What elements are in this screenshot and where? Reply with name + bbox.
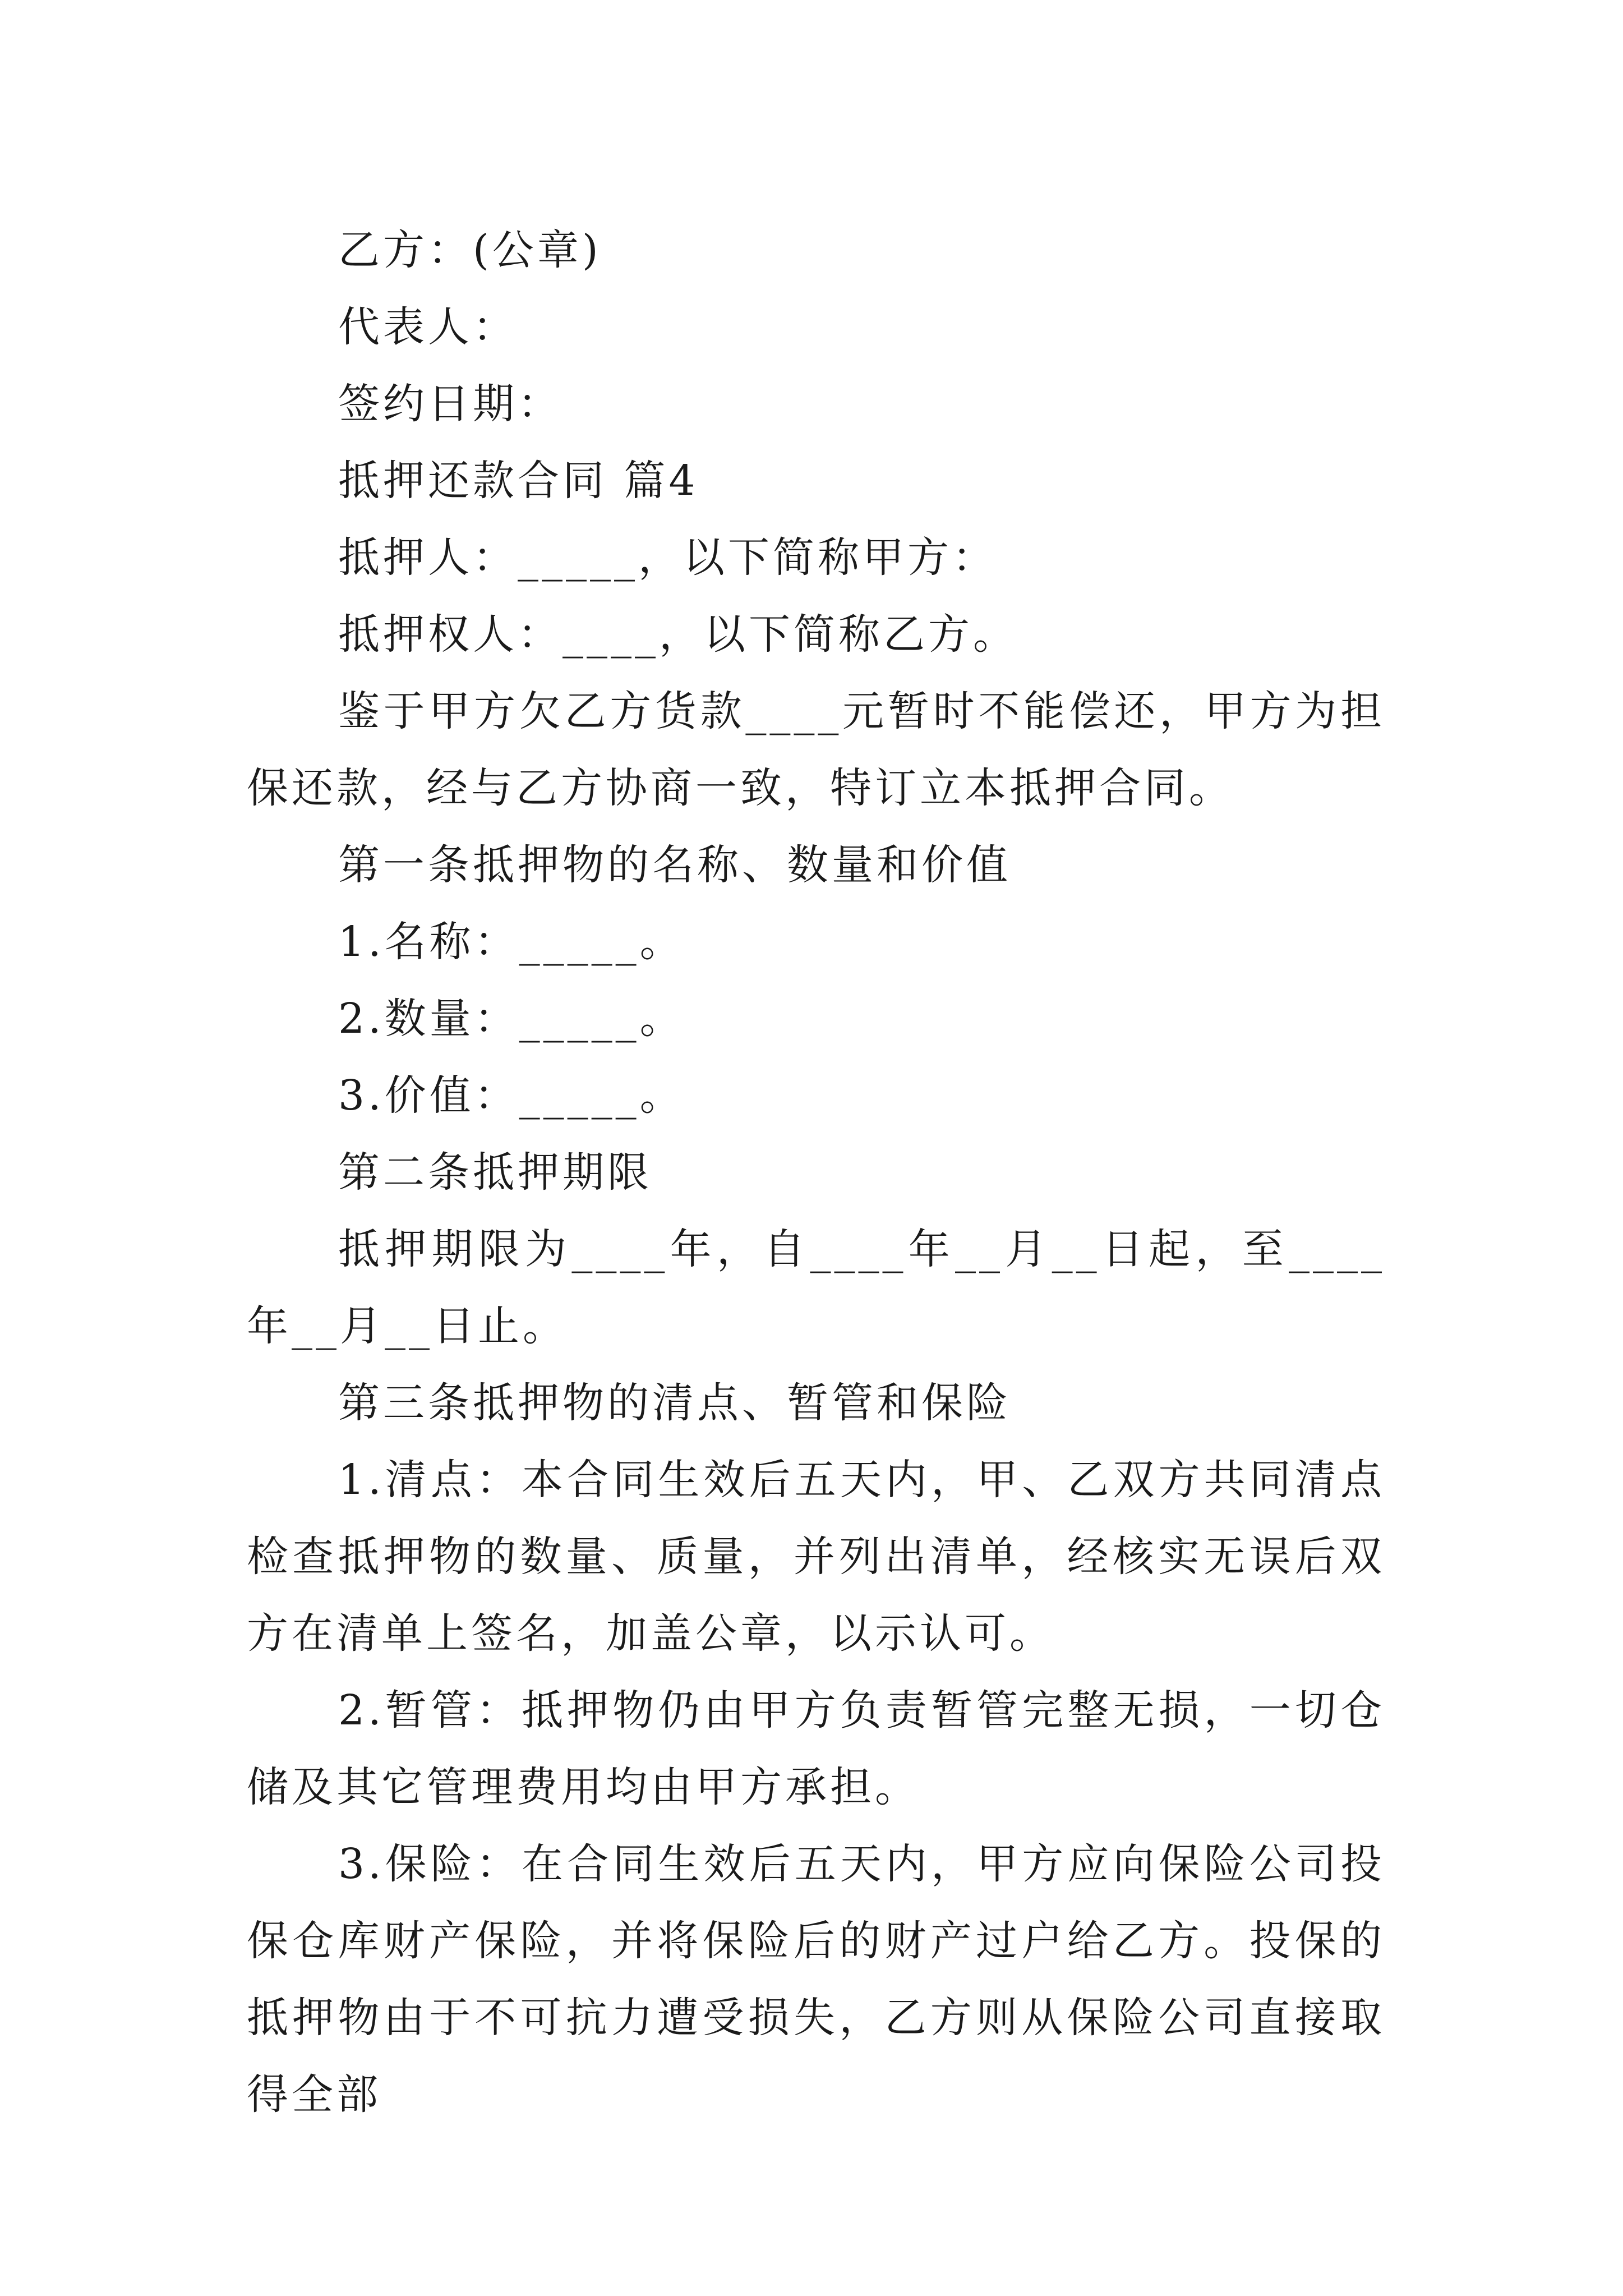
insurance-clause: 3.保险：在合同生效后五天内，甲方应向保险公司投保仓库财产保险，并将保险后的财产过户给乙方。投保的抵押物由于不可抗力遭受损失，乙方则从保险公司直接取得全部: [247, 1840, 1385, 2119]
article-1-heading: 第一条抵押物的名称、数量和价值: [338, 841, 1011, 889]
mortgagee-line: 抵押权人：____，以下简称乙方。: [338, 610, 1018, 659]
inventory-clause: 1.清点：本合同生效后五天内，甲、乙双方共同清点检查抵押物的数量、质量，并列出清单，经核实无误后双方在清单上签名，加盖公章，以示认可。: [247, 1456, 1385, 1658]
preamble-paragraph: 鉴于甲方欠乙方货款____元暂时不能偿还，甲方为担保还款，经与乙方协商一致，特订立本抵押合同。: [247, 687, 1385, 812]
document-body: [247, 212, 1385, 2133]
custody-clause: 2.暂管：抵押物仍由甲方负责暂管完整无损，一切仓储及其它管理费用均由甲方承担。: [247, 1686, 1385, 1811]
item-value-line: 3.价值：_____。: [338, 1071, 685, 1120]
party-b-seal-line: 乙方：(公章): [338, 226, 602, 274]
mortgage-term-paragraph: 抵押期限为____年，自____年__月__日起，至____年__月__日止。: [247, 1225, 1385, 1350]
item-quantity-line: 2.数量：_____。: [338, 995, 685, 1043]
mortgagor-line: 抵押人：_____，以下简称甲方：: [338, 533, 997, 582]
article-3-heading: 第三条抵押物的清点、暂管和保险: [338, 1379, 1011, 1427]
article-2-heading: 第二条抵押期限: [338, 1148, 652, 1197]
signing-date-line: 签约日期：: [338, 380, 562, 428]
representative-line: 代表人：: [338, 303, 518, 351]
contract-title: 抵押还款合同 篇4: [338, 457, 699, 505]
item-name-line: 1.名称：_____。: [338, 918, 685, 966]
